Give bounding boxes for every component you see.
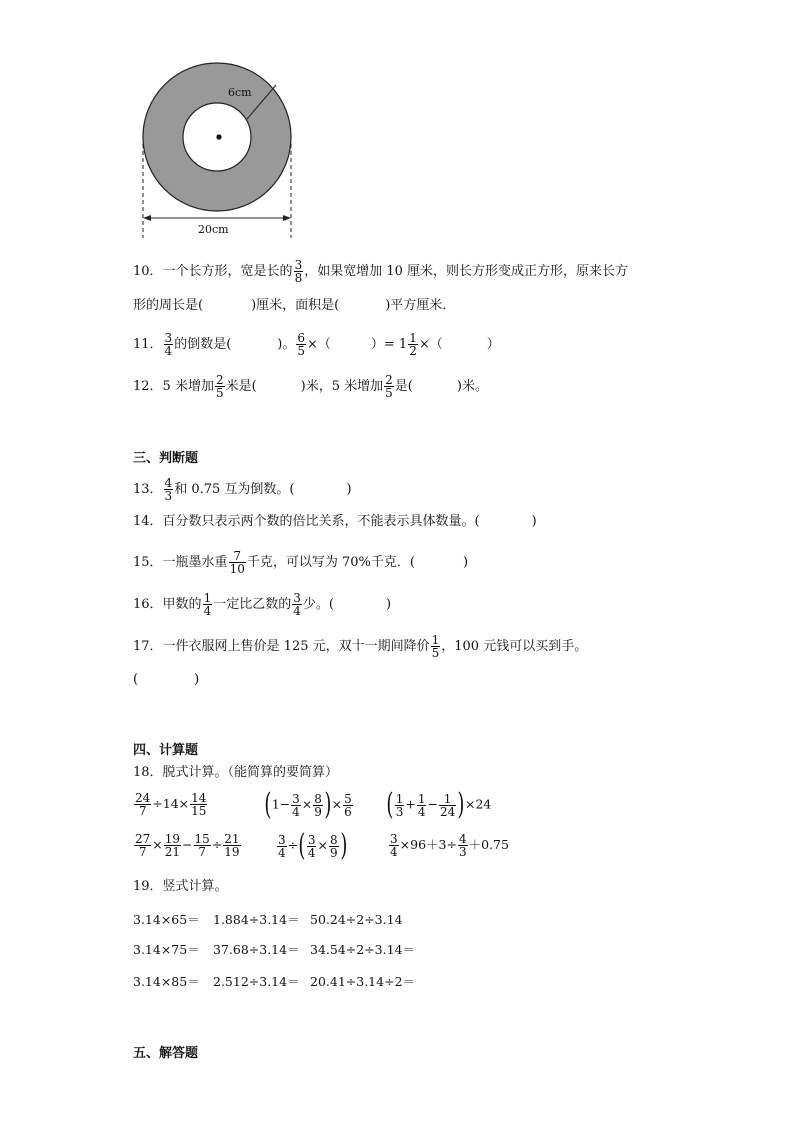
fraction: $\frac{5}{6}$: [344, 791, 352, 819]
fraction: $\frac{2}{5}$: [215, 373, 224, 400]
fraction: $\frac{1}{4}$: [417, 791, 426, 819]
fraction: $\frac{1}{4}$: [203, 591, 212, 618]
fraction: $\frac{1}{24}$: [439, 791, 456, 819]
q10-line2: 形的周长是( )厘米，面积是( )平方厘米．: [133, 298, 456, 313]
q13-line: 13． $\frac{4}{3}$ 和 0.75 互为倒数。( ): [133, 476, 352, 503]
fraction: $\frac{8}{9}$: [314, 791, 322, 819]
fraction: $\frac{24}{7}$: [135, 791, 151, 818]
q18-title: 18．脱式计算。（能简算的要简算）: [133, 765, 339, 780]
fraction: $\frac{1}{3}$: [395, 791, 404, 819]
q19-title: 19．竖式计算。: [133, 879, 228, 894]
fraction: $\frac{15}{7}$: [194, 832, 210, 859]
fraction: $\frac{3}{4}$: [390, 832, 398, 859]
fraction: $\frac{19}{21}$: [164, 832, 181, 859]
fraction: $\frac{4}{3}$: [458, 832, 467, 859]
q18-expr-5: $\frac{3}{4}$ ÷( $\frac{3}{4}$ × $\frac{8}{9}$ ): [278, 828, 347, 863]
q17-line1: 17．一件衣服网上售价是 125 元，双十一期间降价 $\frac{1}{5}$ ，100 元钱可以买到手。: [133, 633, 588, 660]
fraction: $\frac{3}{4}$: [292, 791, 300, 819]
fraction: $\frac{14}{15}$: [191, 791, 207, 818]
q18-expr-3: ( $\frac{1}{3}$ + $\frac{1}{4}$ − $\frac{1}{24}$ )×24: [386, 787, 492, 822]
radius-label: 6cm: [228, 86, 252, 99]
fraction: $\frac{8}{9}$: [329, 832, 338, 860]
fraction: $\frac{3}{4}$: [278, 832, 286, 860]
q18-expr-6: $\frac{3}{4}$ ×96＋3÷ $\frac{4}{3}$ ＋0.75: [390, 832, 509, 859]
section-title-judgement: 三、判断题: [133, 451, 199, 466]
q18-expr-4: $\frac{27}{7}$ × $\frac{19}{21}$ − $\frac{15}{7}$ ÷ $\frac{21}{19}$: [135, 832, 240, 859]
fraction: $\frac{3}{4}$: [293, 591, 301, 618]
q12-line: 12．5 米增加 $\frac{2}{5}$ 米是( )米，5 米增加 $\frac{2}{5}$ 是( )米。: [133, 373, 488, 400]
q17-line2: ( ): [133, 672, 200, 687]
arrow-head-right: [283, 215, 291, 221]
fraction: $\frac{6}{5}$: [297, 331, 305, 358]
ring-figure: [130, 55, 310, 245]
q19-row: 3.14×75＝ 37.68÷3.14＝ 34.54÷2÷3.14＝: [133, 942, 416, 957]
q11-line: 11． $\frac{3}{4}$ 的倒数是( )。 $\frac{6}{5}$ ×（ ）= 1 $\frac{1}{2}$ ×（ ）: [133, 331, 500, 358]
arrow-head-left: [143, 215, 151, 221]
q14-line: 14．百分数只表示两个数的倍比关系，不能表示具体数量。( ): [133, 514, 537, 529]
fraction: $\frac{7}{10}$: [229, 549, 245, 576]
q18-expr-1: $\frac{24}{7}$ ÷14× $\frac{14}{15}$: [135, 791, 207, 818]
center-dot: [216, 134, 221, 139]
section-title-calculation: 四、计算题: [133, 743, 199, 758]
q16-line: 16．甲数的 $\frac{1}{4}$ 一定比乙数的 $\frac{3}{4}$ 少。( ): [133, 591, 392, 618]
fraction: $\frac{21}{19}$: [224, 832, 240, 859]
diameter-label: 20cm: [198, 223, 229, 236]
q15-line: 15．一瓶墨水重 $\frac{7}{10}$ 千克，可以写为 70%千克．( ): [133, 549, 469, 576]
q18-expr-2: (1− $\frac{3}{4}$ × $\frac{8}{9}$ )× $\frac{5}{6}$: [264, 787, 352, 822]
fraction: $\frac{27}{7}$: [135, 832, 151, 859]
q19-row: 3.14×65＝ 1.884÷3.14＝ 50.24÷2÷3.14: [133, 912, 403, 927]
fraction: $\frac{3}{4}$: [307, 832, 316, 860]
fraction: $\frac{1}{2}$: [409, 331, 417, 358]
q10-line1: 10．一个长方形，宽是长的 $\frac{3}{8}$ ，如果宽增加 10 厘米，则长方形变成正方形，原来长方: [133, 258, 629, 285]
fraction: $\frac{3}{8}$: [294, 258, 303, 285]
fraction: $\frac{2}{5}$: [385, 373, 393, 400]
fraction: $\frac{3}{4}$: [164, 331, 173, 358]
fraction: $\frac{4}{3}$: [164, 476, 173, 503]
fraction: $\frac{1}{5}$: [431, 633, 440, 660]
q19-row: 3.14×85＝ 2.512÷3.14＝ 20.41÷3.14÷2＝: [133, 974, 416, 989]
section-title-answers: 五、解答题: [133, 1046, 199, 1061]
